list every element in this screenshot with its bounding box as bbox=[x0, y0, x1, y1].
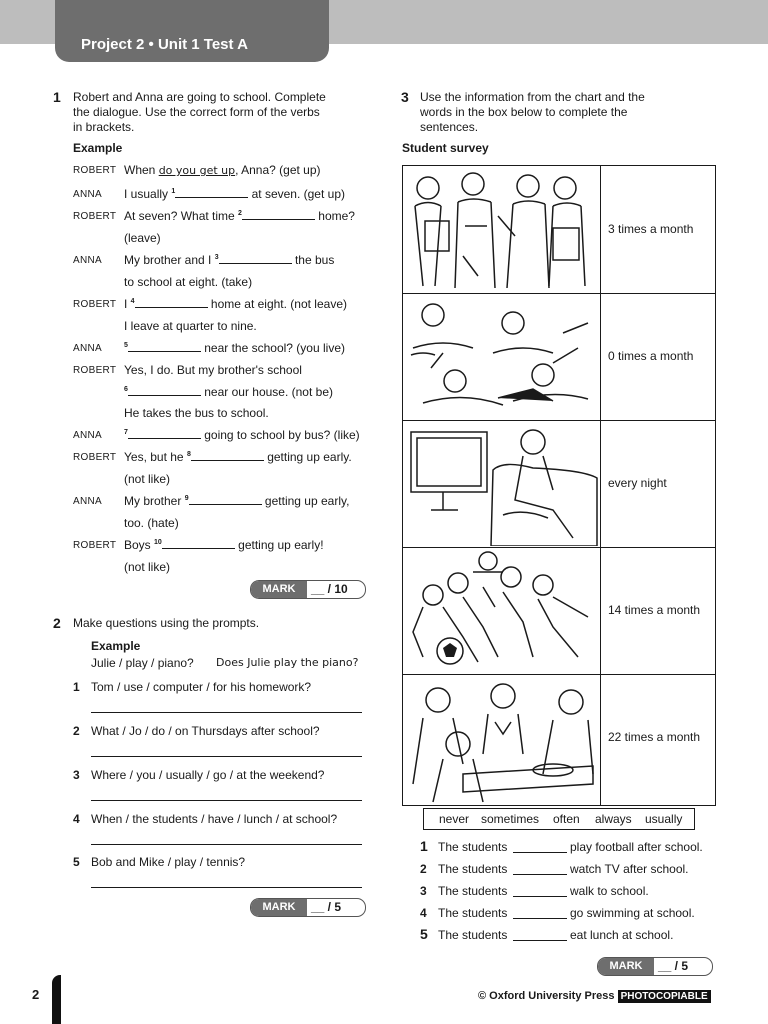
dialogue-text: the bus bbox=[291, 253, 335, 267]
q3-instruction-line: words in the box below to complete the bbox=[420, 105, 628, 119]
gap-number: 5 bbox=[124, 342, 128, 349]
mark-label: MARK bbox=[598, 958, 654, 975]
dialogue-text: My brother bbox=[124, 494, 185, 508]
gap-number: 2 bbox=[238, 210, 242, 217]
q1-example-line bbox=[124, 163, 321, 177]
q1-instruction-line: in brackets. bbox=[73, 120, 135, 134]
dialogue-text: getting up early, bbox=[261, 494, 350, 508]
dialogue-line: (not like) bbox=[124, 472, 171, 486]
q3-sentence-number: 2 bbox=[420, 862, 427, 876]
page-title: Project 2 • Unit 1 Test A bbox=[81, 36, 248, 53]
q3-instruction-line: sentences. bbox=[420, 120, 479, 134]
speaker-label: ANNA bbox=[73, 255, 102, 266]
dialogue-line: (leave) bbox=[124, 231, 161, 245]
dialogue-text: getting up early! bbox=[234, 538, 324, 552]
answer-blank[interactable] bbox=[242, 219, 315, 220]
q3-sentence-end: go swimming at school. bbox=[570, 906, 695, 920]
dialogue-text: At seven? What time bbox=[124, 209, 239, 223]
mark-label: MARK bbox=[251, 899, 307, 916]
q2-example-prompt: Julie / play / piano? bbox=[91, 656, 194, 670]
answer-blank[interactable] bbox=[175, 197, 248, 198]
answer-blank[interactable] bbox=[128, 395, 201, 396]
q2-answer-line[interactable] bbox=[91, 887, 362, 888]
dialogue-text: I usually bbox=[124, 187, 172, 201]
q3-sentence-start: The students bbox=[438, 906, 508, 920]
gap-number: 6 bbox=[124, 386, 128, 393]
q3-instruction-line: Use the information from the chart and the bbox=[420, 90, 645, 104]
speaker-label: ROBERT bbox=[73, 165, 117, 176]
q3-answer-blank[interactable] bbox=[513, 874, 567, 875]
mark-score: __ / 5 bbox=[658, 959, 689, 973]
q1-instruction-line: Robert and Anna are going to school. Complete bbox=[73, 90, 326, 104]
q2-item-prompt: Where / you / usually / go / at the weekend? bbox=[91, 768, 325, 782]
photocopiable-badge: PHOTOCOPIABLE bbox=[618, 990, 711, 1003]
survey-value: 14 times a month bbox=[608, 603, 701, 617]
example-text: When bbox=[124, 163, 159, 177]
dialogue-line: to school at eight. (take) bbox=[124, 275, 253, 289]
q3-sentence-end: play football after school. bbox=[570, 840, 703, 854]
q3-sentence-number: 1 bbox=[420, 838, 428, 854]
page-number: 2 bbox=[32, 987, 40, 1002]
q2-example-answer: Does Julie play the piano? bbox=[216, 656, 359, 669]
dialogue-text: getting up early. bbox=[263, 450, 352, 464]
speaker-label: ROBERT bbox=[73, 365, 117, 376]
q3-number: 3 bbox=[401, 89, 409, 105]
survey-row bbox=[403, 547, 715, 675]
dialogue-line bbox=[124, 187, 345, 201]
dialogue-line bbox=[124, 341, 345, 355]
q3-sentence-start: The students bbox=[438, 840, 508, 854]
survey-row bbox=[403, 293, 715, 421]
dialogue-text: Yes, but he bbox=[124, 450, 187, 464]
dialogue-line bbox=[124, 297, 347, 311]
speaker-label: ANNA bbox=[73, 343, 102, 354]
speaker-label: ANNA bbox=[73, 189, 102, 200]
q3-answer-blank[interactable] bbox=[513, 918, 567, 919]
survey-value: 0 times a month bbox=[608, 349, 694, 363]
speaker-label: ROBERT bbox=[73, 540, 117, 551]
q3-answer-blank[interactable] bbox=[513, 940, 567, 941]
gap-number: 7 bbox=[124, 429, 128, 436]
q3-sentence-start: The students bbox=[438, 884, 508, 898]
dialogue-line bbox=[124, 494, 349, 508]
q3-sentence-number: 3 bbox=[420, 884, 427, 898]
dialogue-line bbox=[124, 450, 352, 464]
q2-example-label: Example bbox=[91, 639, 141, 653]
speaker-label: ROBERT bbox=[73, 299, 117, 310]
speaker-label: ROBERT bbox=[73, 211, 117, 222]
survey-value: 3 times a month bbox=[608, 222, 694, 236]
survey-title: Student survey bbox=[402, 141, 489, 155]
gap-number: 3 bbox=[214, 254, 219, 261]
student-watching-tv-illustration bbox=[403, 420, 601, 547]
speaker-label: ANNA bbox=[73, 496, 102, 507]
example-answer: do you get up bbox=[158, 164, 236, 177]
dialogue-line: He takes the bus to school. bbox=[124, 406, 269, 420]
q1-instruction-line: the dialogue. Use the correct form of the verbs bbox=[73, 105, 320, 119]
dialogue-line: I leave at quarter to nine. bbox=[124, 319, 257, 333]
q2-item-prompt: What / Jo / do / on Thursdays after school? bbox=[91, 724, 320, 738]
dialogue-line bbox=[124, 428, 360, 442]
dialogue-line bbox=[124, 538, 324, 552]
q3-sentence-end: eat lunch at school. bbox=[570, 928, 674, 942]
answer-blank[interactable] bbox=[189, 504, 262, 505]
q3-sentence-number: 4 bbox=[420, 906, 427, 920]
survey-table bbox=[402, 165, 716, 806]
dialogue-text: near our house. (not be) bbox=[200, 385, 333, 399]
q1-mark-box bbox=[250, 580, 366, 599]
survey-value: 22 times a month bbox=[608, 730, 701, 744]
q2-item-prompt: Tom / use / computer / for his homework? bbox=[91, 680, 312, 694]
gap-number: 8 bbox=[186, 451, 191, 458]
gap-number: 1 bbox=[171, 188, 176, 195]
dialogue-text: going to school by bus? (like) bbox=[200, 428, 360, 442]
speaker-label: ANNA bbox=[73, 430, 102, 441]
dialogue-line: Yes, I do. But my brother's school bbox=[124, 363, 302, 377]
speaker-label: ROBERT bbox=[73, 452, 117, 463]
example-text: , Anna? (get up) bbox=[235, 163, 321, 177]
students-eating-lunch-illustration bbox=[403, 674, 601, 805]
answer-blank[interactable] bbox=[128, 351, 201, 352]
q1-instruction bbox=[73, 90, 326, 135]
gap-number: 10 bbox=[154, 539, 162, 546]
answer-blank[interactable] bbox=[219, 263, 292, 264]
word-box-item: often bbox=[553, 812, 580, 826]
word-box-item: never bbox=[439, 812, 470, 826]
students-playing-football-illustration bbox=[403, 547, 601, 674]
dialogue-text: near the school? (you live) bbox=[200, 341, 345, 355]
dialogue-text: at seven. (get up) bbox=[248, 187, 345, 201]
dialogue-text: My brother and I bbox=[124, 253, 215, 267]
survey-row bbox=[403, 166, 715, 294]
q2-answer-line[interactable] bbox=[91, 800, 362, 801]
q2-answer-line[interactable] bbox=[91, 844, 362, 845]
word-box-item: sometimes bbox=[481, 812, 540, 826]
mark-label: MARK bbox=[251, 581, 307, 598]
footer bbox=[478, 990, 711, 1002]
gap-number: 4 bbox=[130, 298, 135, 305]
q2-answer-line[interactable] bbox=[91, 712, 362, 713]
copyright: © Oxford University Press bbox=[478, 990, 615, 1002]
mark-score: __ / 10 bbox=[311, 582, 348, 596]
q2-answer-line[interactable] bbox=[91, 756, 362, 757]
gap-number: 9 bbox=[184, 495, 189, 502]
page-edge-bar bbox=[52, 975, 61, 1024]
answer-blank[interactable] bbox=[135, 307, 208, 308]
q1-number: 1 bbox=[53, 89, 61, 105]
q3-sentence-end: watch TV after school. bbox=[570, 862, 689, 876]
word-box bbox=[423, 808, 695, 830]
q3-mark-box bbox=[597, 957, 713, 976]
title-tab bbox=[55, 0, 329, 62]
q2-item-number: 1 bbox=[73, 680, 80, 694]
q3-sentence-start: The students bbox=[438, 928, 508, 942]
dialogue-text: I bbox=[124, 297, 131, 311]
q2-mark-box bbox=[250, 898, 366, 917]
survey-row bbox=[403, 420, 715, 548]
q3-instruction bbox=[420, 90, 645, 135]
q2-number: 2 bbox=[53, 615, 61, 631]
q2-item-number: 3 bbox=[73, 768, 80, 782]
word-box-item: always bbox=[595, 812, 632, 826]
q2-instruction: Make questions using the prompts. bbox=[73, 616, 260, 630]
q3-answer-blank[interactable] bbox=[513, 896, 567, 897]
survey-value: every night bbox=[608, 476, 667, 490]
q2-item-number: 5 bbox=[73, 855, 80, 869]
dialogue-text: home? bbox=[314, 209, 355, 223]
dialogue-text: Boys bbox=[124, 538, 155, 552]
q2-item-prompt: When / the students / have / lunch / at school? bbox=[91, 812, 338, 826]
dialogue-line bbox=[124, 253, 334, 267]
q1-example-label: Example bbox=[73, 141, 123, 155]
q3-sentence-start: The students bbox=[438, 862, 508, 876]
q3-sentence-end: walk to school. bbox=[570, 884, 649, 898]
answer-blank[interactable] bbox=[191, 460, 264, 461]
answer-blank[interactable] bbox=[128, 438, 201, 439]
survey-row bbox=[403, 674, 715, 805]
dialogue-line: (not like) bbox=[124, 560, 171, 574]
q3-sentence-number: 5 bbox=[420, 926, 428, 942]
q3-answer-blank[interactable] bbox=[513, 852, 567, 853]
students-swimming-illustration bbox=[403, 293, 601, 420]
q2-item-number: 2 bbox=[73, 724, 80, 738]
mark-score: __ / 5 bbox=[311, 900, 342, 914]
answer-blank[interactable] bbox=[162, 548, 235, 549]
q2-item-number: 4 bbox=[73, 812, 80, 826]
dialogue-line bbox=[124, 385, 333, 399]
word-box-item: usually bbox=[645, 812, 683, 826]
dialogue-line bbox=[124, 209, 355, 223]
dialogue-text: home at eight. (not leave) bbox=[207, 297, 347, 311]
dialogue-line: too. (hate) bbox=[124, 516, 179, 530]
students-walking-illustration bbox=[403, 166, 601, 293]
q2-item-prompt: Bob and Mike / play / tennis? bbox=[91, 855, 246, 869]
